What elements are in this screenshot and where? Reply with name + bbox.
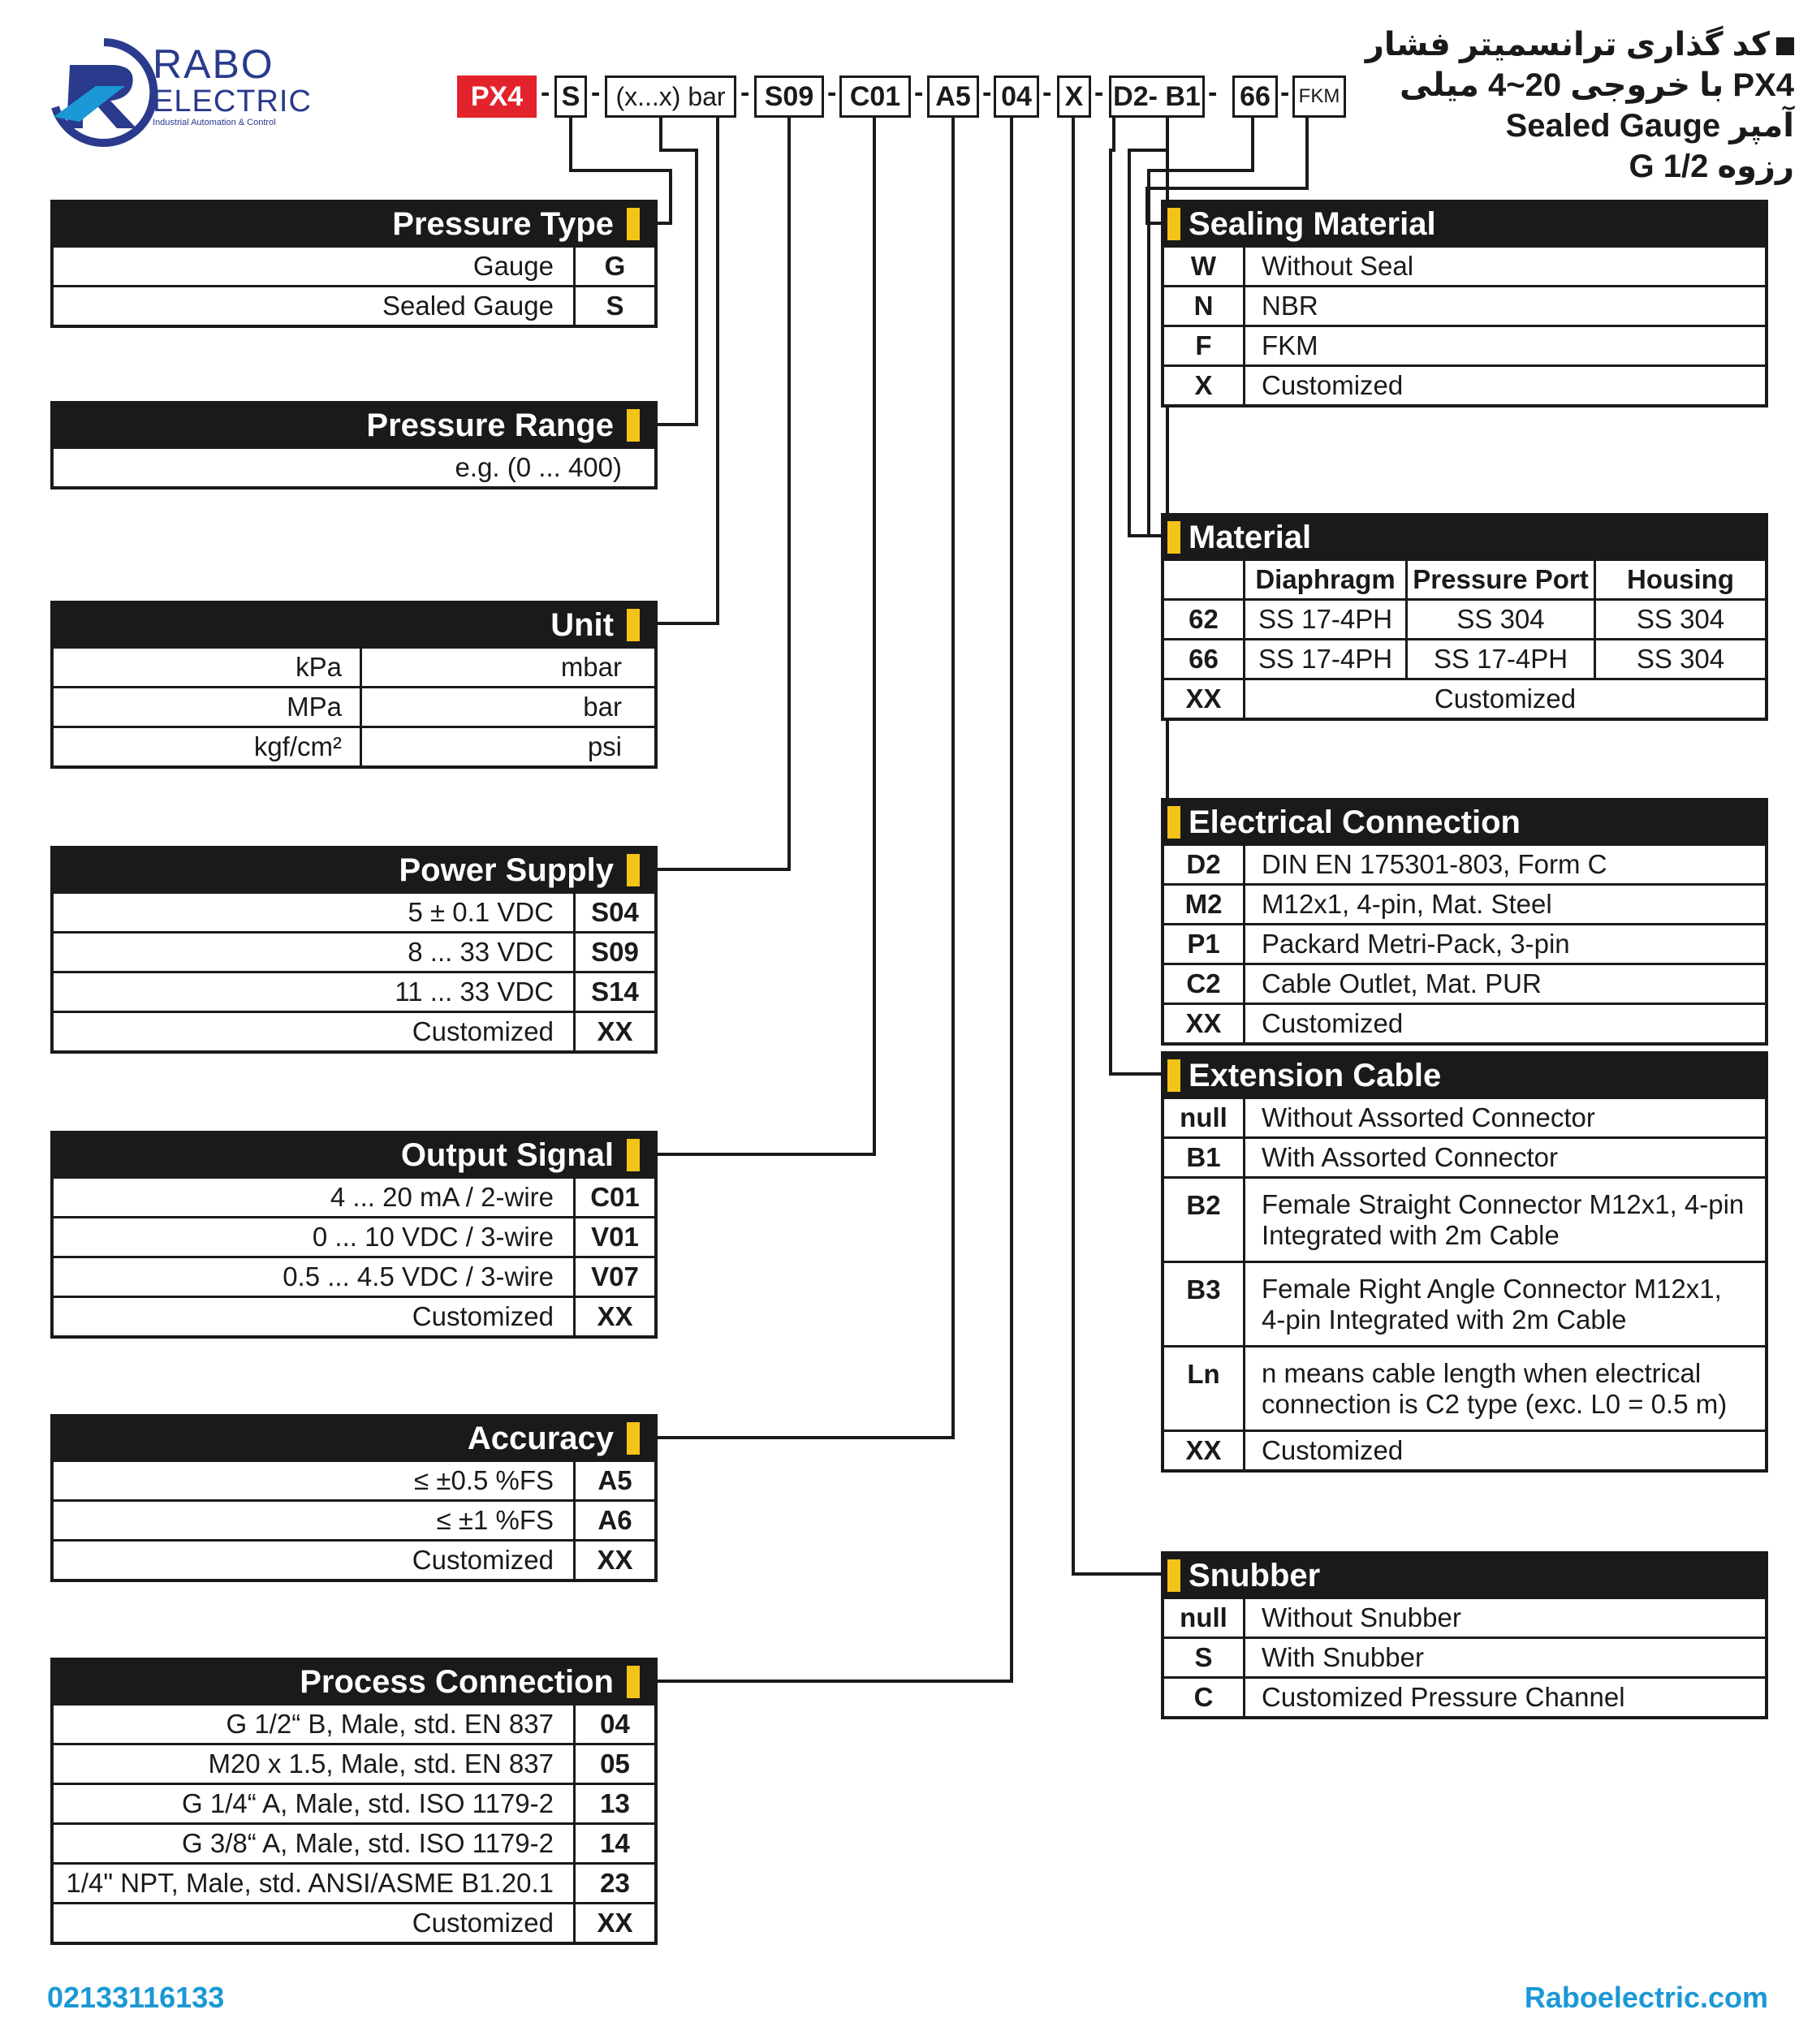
code-material: 66 [1232,75,1278,118]
table-row: Gauge G [54,245,654,285]
table-row: null Without Assorted Connector [1164,1097,1765,1136]
table-row: C2 Cable Outlet, Mat. PUR [1164,963,1765,1003]
page-title [1340,24,1794,187]
table-row: G 1/4“ A, Male, std. ISO 1179-2 13 [54,1783,654,1822]
snubber-header: Snubber [1164,1555,1765,1597]
sealing-material-header: Sealing Material [1164,203,1765,245]
code-dash: - [541,77,550,108]
table-row: B2 Female Straight Connector M12x1, 4-pin Integrated with 2m Cable [1164,1176,1765,1261]
power-supply-table [50,846,658,1054]
table-row: null Without Snubber [1164,1597,1765,1636]
table-row: XX Customized [1164,1003,1765,1042]
extension-cable-table [1161,1051,1768,1473]
code-dash: - [982,77,992,108]
code-power: S09 [754,75,824,118]
table-row: D2 DIN EN 175301-803, Form C [1164,843,1765,883]
brand-tagline: Industrial Automation & Control [153,118,276,127]
yellow-marker-icon [1167,806,1180,839]
table-row: P1 Packard Metri-Pack, 3-pin [1164,923,1765,963]
title-line-3: آمپر Sealed Gauge [1505,108,1794,144]
table-row: C Customized Pressure Channel [1164,1676,1765,1716]
yellow-marker-icon [627,609,640,641]
code-snubber: X [1057,75,1091,118]
table-row: 1/4" NPT, Male, std. ANSI/ASME B1.20.1 23 [54,1862,654,1902]
power-supply-header: Power Supply [54,849,654,891]
code-series: PX4 [457,75,537,118]
yellow-marker-icon [1167,1559,1180,1592]
title-line-2: PX4 با خروجی 20~4 میلی [1400,67,1794,103]
table-row: XX Customized [1164,678,1765,718]
code-dash: - [591,77,601,108]
wire-output-signal [654,118,874,1154]
footer-phone[interactable]: 02133116133 [47,1981,225,2014]
accuracy-table [50,1414,658,1582]
code-seal: FKM [1292,75,1346,118]
code-dash: - [914,77,924,108]
table-row: Customized XX [54,1902,654,1942]
yellow-marker-icon [1167,208,1180,240]
table-row: 62 SS 17-4PH SS 304 SS 304 [1164,598,1765,638]
pressure-type-table [50,200,658,328]
table-row: W Without Seal [1164,245,1765,285]
table-row: M2 M12x1, 4-pin, Mat. Steel [1164,883,1765,923]
wire-power-supply [654,118,789,869]
yellow-marker-icon [627,409,640,442]
yellow-marker-icon [627,1422,640,1455]
table-row: 4 ... 20 mA / 2-wire C01 [54,1176,654,1216]
brand-logo [47,32,312,154]
table-row: M20 x 1.5, Male, std. EN 837 05 [54,1743,654,1783]
electrical-connection-table [1161,798,1768,1046]
electrical-connection-header: Electrical Connection [1164,801,1765,843]
code-dash: - [1280,77,1290,108]
wire-electrical [1111,118,1164,1074]
output-signal-table [50,1131,658,1339]
logo-mark-icon [47,32,161,154]
unit-table [50,601,658,769]
table-row: XX Customized [1164,1430,1765,1469]
yellow-marker-icon [627,1139,640,1171]
code-process: 04 [994,75,1039,118]
table-row: 0.5 ... 4.5 VDC / 3-wire V07 [54,1256,654,1296]
table-row: Customized XX [54,1539,654,1579]
table-row: N NBR [1164,285,1765,325]
code-dash: - [1042,77,1052,108]
table-row: ≤ ±0.5 %FS A5 [54,1460,654,1499]
table-row: B3 Female Right Angle Connector M12x1, 4-pin Integrated with 2m Cable [1164,1261,1765,1345]
table-row: Customized XX [54,1296,654,1335]
material-table [1161,513,1768,721]
code-range: (x...x) bar [605,75,736,118]
extension-cable-header: Extension Cable [1164,1054,1765,1097]
code-dash: - [1208,77,1218,108]
wire-unit [654,118,718,623]
table-row: X Customized [1164,364,1765,404]
process-connection-table [50,1658,658,1945]
output-signal-header: Output Signal [54,1134,654,1176]
table-header-row: Diaphragm Pressure Port Housing [1164,558,1765,598]
table-row: Sealed Gauge S [54,285,654,325]
code-dash: - [740,77,750,108]
wire-accuracy [654,118,953,1438]
brand-name-top: RABO [153,41,274,87]
table-row: kPa mbar [54,646,654,686]
pressure-type-header: Pressure Type [54,203,654,245]
table-row: 0 ... 10 VDC / 3-wire V01 [54,1216,654,1256]
wire-process-connection [654,118,1012,1681]
code-dash: - [1094,77,1104,108]
snubber-table [1161,1551,1768,1719]
table-row: B1 With Assorted Connector [1164,1136,1765,1176]
code-pressure-type: S [554,75,587,118]
table-row: MPa bar [54,686,654,726]
yellow-marker-icon [627,1666,640,1698]
brand-name-bottom: ELECTRIC [153,84,312,119]
wire-snubber [1073,118,1164,1574]
table-row: ≤ ±1 %FS A6 [54,1499,654,1539]
title-line-4: رزوه G 1/2 [1629,149,1794,184]
sealing-material-table [1161,200,1768,408]
wire-pressure-range [654,118,697,425]
table-row: Ln n means cable length when electrical connection is C2 type (exc. L0 = 0.5 m) [1164,1345,1765,1430]
table-row: 66 SS 17-4PH SS 17-4PH SS 304 [1164,638,1765,678]
table-row: 8 ... 33 VDC S09 [54,931,654,971]
table-row: 11 ... 33 VDC S14 [54,971,654,1011]
process-connection-header: Process Connection [54,1661,654,1703]
yellow-marker-icon [1167,1059,1180,1092]
table-row: G 1/2“ B, Male, std. EN 837 04 [54,1703,654,1743]
code-dash: - [827,77,837,108]
unit-header: Unit [54,604,654,646]
yellow-marker-icon [627,854,640,886]
accuracy-header: Accuracy [54,1417,654,1460]
table-row: 5 ± 0.1 VDC S04 [54,891,654,931]
pressure-range-table [50,401,658,489]
table-row: kgf/cm² psi [54,726,654,765]
code-accuracy: A5 [927,75,979,118]
footer-website[interactable]: Raboelectric.com [1524,1981,1768,2014]
table-row: F FKM [1164,325,1765,364]
table-row: G 3/8“ A, Male, std. ISO 1179-2 14 [54,1822,654,1862]
bullet-icon [1776,37,1794,55]
title-line-1: کد گذاری ترانسمیتر فشار [1340,24,1794,65]
code-output: C01 [839,75,911,118]
material-header: Material [1164,516,1765,558]
table-row: S With Snubber [1164,1636,1765,1676]
yellow-marker-icon [1167,521,1180,554]
table-row: e.g. (0 ... 400) [54,446,654,486]
yellow-marker-icon [627,208,640,240]
code-electrical: D2- B1 [1109,75,1205,118]
pressure-range-header: Pressure Range [54,404,654,446]
table-row: Customized XX [54,1011,654,1050]
